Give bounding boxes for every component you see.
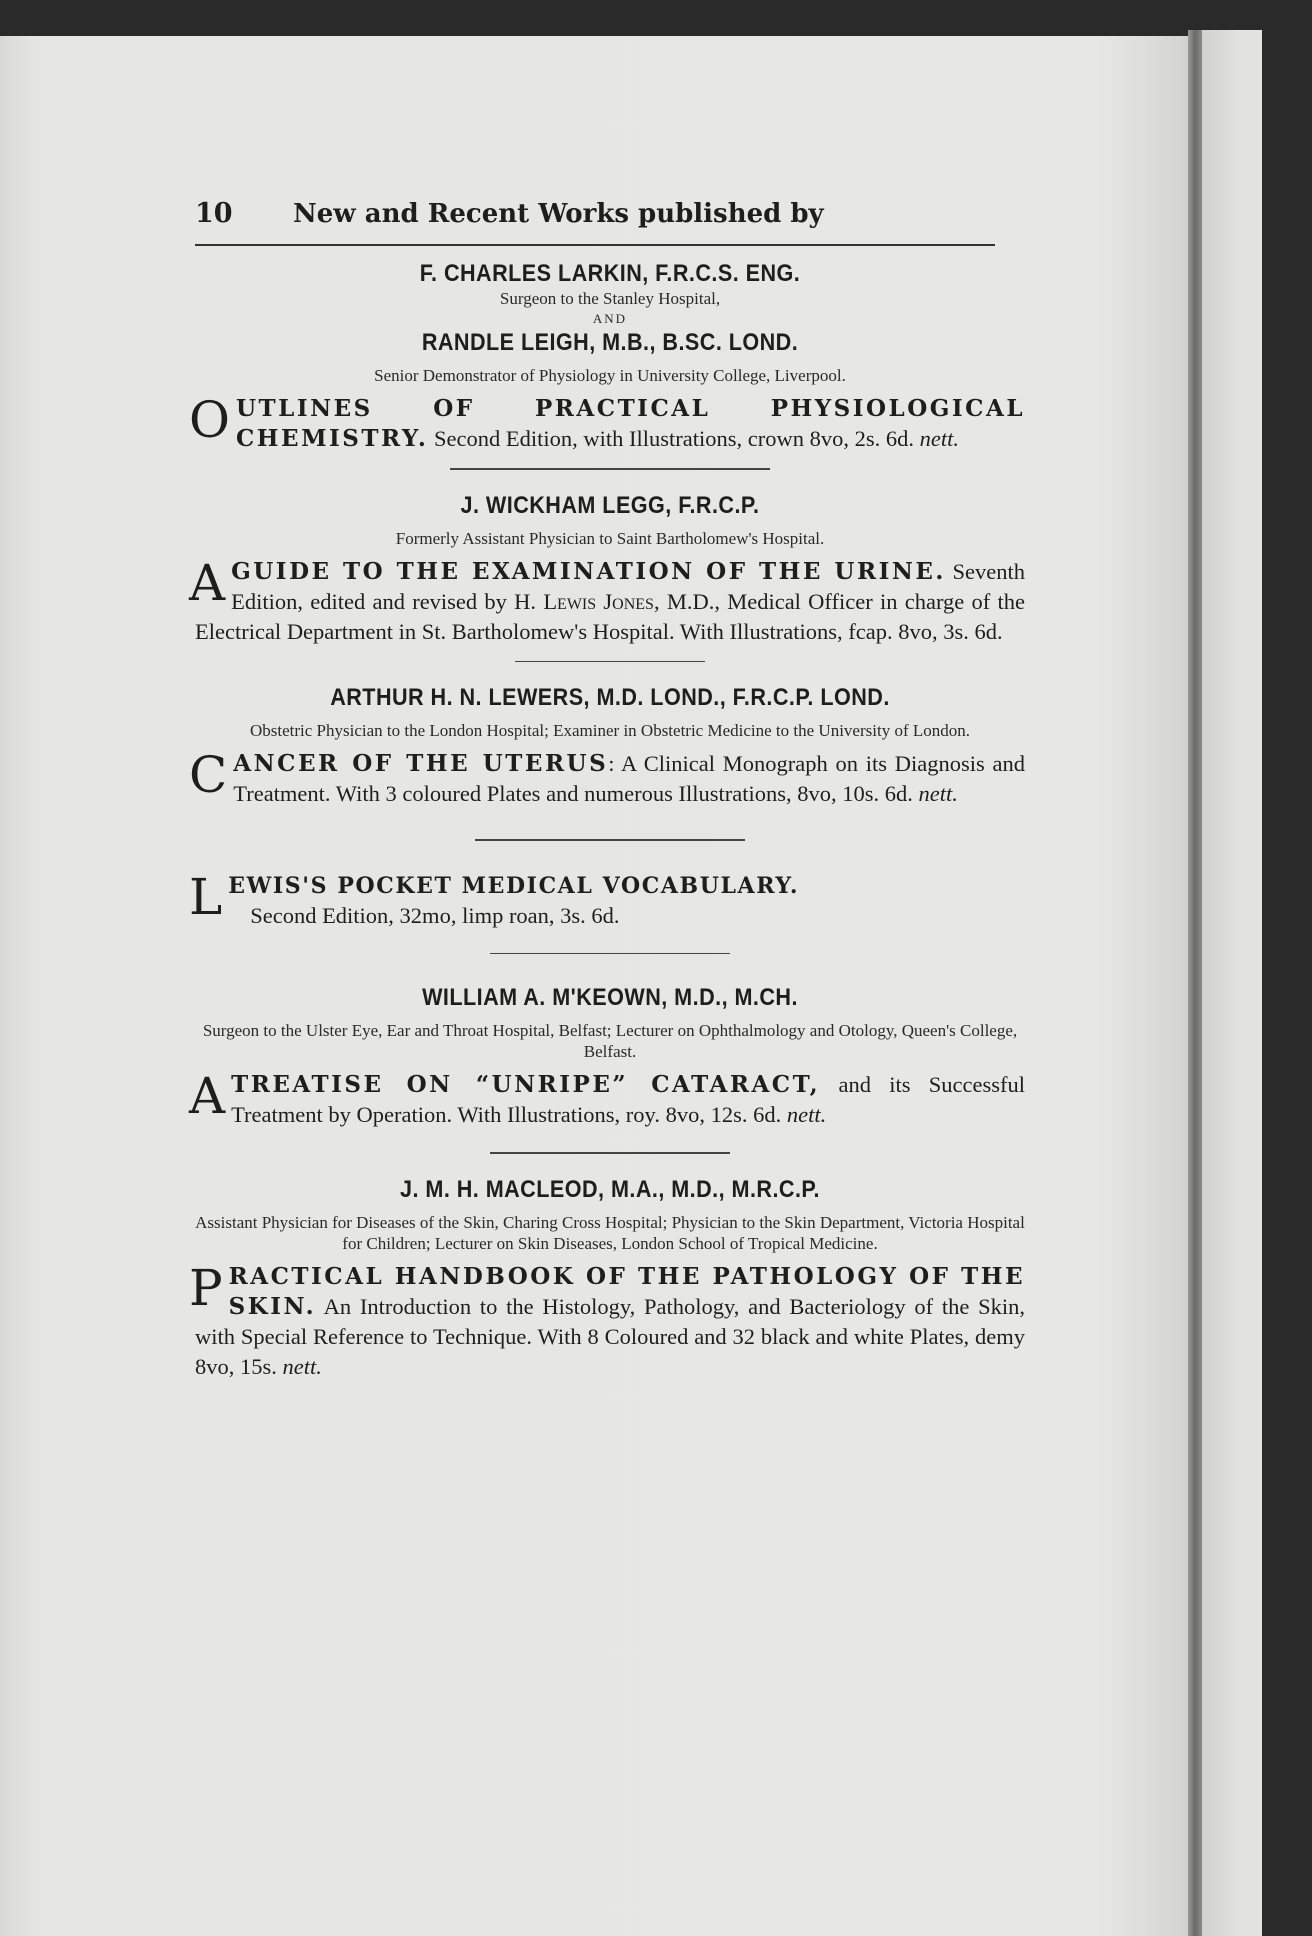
book-gutter — [1188, 30, 1202, 1936]
book-description: and its Successful Treatment by Operation. With Illustrations, roy. 8vo, 12s. 6d. — [231, 1072, 1025, 1127]
running-title: New and Recent Works published by — [293, 199, 824, 229]
catalogue-entry — [189, 855, 1025, 955]
catalogue-entry — [189, 260, 1025, 470]
catalogue-entry — [189, 1168, 1025, 1382]
drop-initial: A — [189, 1067, 226, 1125]
book-entry — [189, 1258, 1025, 1382]
separator-rule — [475, 839, 745, 841]
book-description: Seventh Edition, edited and revised by H. — [231, 558, 1025, 614]
drop-initial: A — [189, 553, 226, 612]
drop-initial: P — [189, 1258, 223, 1317]
author-affiliation: Surgeon to the Stanley Hospital, — [499, 289, 721, 308]
book-title: TREATISE ON “UNRIPE” CATARACT, — [231, 1071, 821, 1098]
author-affiliation: Obstetric Physician to the London Hospital; Examiner in Obstetric Medicine to the University of London. — [249, 721, 970, 740]
book-entry — [189, 867, 1025, 931]
separator-rule — [515, 661, 705, 663]
price-note: nett. — [919, 426, 959, 451]
author-name: F. CHARLES LARKIN, F.R.C.S. ENG. — [419, 260, 801, 287]
price-note: nett. — [918, 781, 958, 806]
editor-name: Lewis Jones — [543, 588, 654, 614]
author-affiliation: Senior Demonstrator of Physiology in University College, Liverpool. — [374, 366, 846, 385]
separator-rule — [450, 468, 770, 470]
book-description: : A Clinical Monograph on its Diagnosis and Treatment. With 3 coloured Plates and numerous Illustrations, 8vo, 10s. 6d. — [233, 751, 1026, 806]
book-title: ANCER OF THE UTERUS — [233, 750, 609, 777]
drop-initial: O — [189, 391, 230, 449]
book-description: Second Edition, 32mo, limp roan, 3s. 6d. — [250, 902, 620, 928]
price-note: nett. — [786, 1102, 827, 1127]
running-header — [195, 198, 1025, 238]
book-title: GUIDE TO THE EXAMINATION OF THE URINE. — [231, 557, 946, 585]
author-name: ARTHUR H. N. LEWERS, M.D. LOND., F.R.C.P. LOND. — [330, 684, 890, 711]
separator-rule — [490, 1152, 730, 1154]
catalogue-entry — [189, 676, 1026, 841]
catalogue-entry — [189, 484, 1026, 663]
book-entry — [189, 746, 1026, 809]
author-name: RANDLE LEIGH, M.B., B.SC. LOND. — [421, 329, 799, 356]
catalogue-entry — [189, 968, 1025, 1154]
book-description: Second Edition, with Illustrations, crown 8vo, 2s. 6d. — [428, 426, 920, 451]
scan-right-border — [1262, 0, 1312, 1936]
page-number: 10 — [195, 198, 233, 229]
author-name: J. WICKHAM LEGG, F.R.C.P. — [460, 491, 760, 519]
book-title: EWIS'S POCKET MEDICAL VOCABULARY. — [228, 872, 800, 899]
drop-initial: C — [189, 746, 228, 804]
book-entry — [189, 391, 1025, 454]
book-entry — [189, 553, 1026, 647]
author-name: J. M. H. MACLEOD, M.A., M.D., M.R.C.P. — [400, 1175, 820, 1203]
page-content — [189, 198, 1026, 1382]
author-name: WILLIAM A. M'KEOWN, M.D., M.CH. — [422, 984, 798, 1011]
book-description: An Introduction to the Histology, Pathology, and Bacteriology of the Skin, with Special Reference to Technique. With 8 Coloured and 32 black and white Plates, demy 8vo, 15s. — [195, 1293, 1025, 1379]
author-affiliation: Assistant Physician for Diseases of the Skin, Charing Cross Hospital; Physician to the Skin Department, Victoria Hospital for Children; Lecturer on Skin Diseases, London School of Tropical Medicine. — [195, 1212, 1025, 1253]
book-title: UTLINES OF PRACTICAL PHYSIOLOGICAL CHEMISTRY. — [236, 395, 1025, 452]
drop-initial: L — [189, 867, 223, 926]
header-rule — [195, 244, 995, 246]
conjunction: AND — [592, 311, 628, 326]
author-affiliation: Surgeon to the Ulster Eye, Ear and Throat Hospital, Belfast; Lecturer on Ophthalmology and Otology, Queen's College, Belfast. — [202, 1021, 1018, 1061]
price-note: nett. — [282, 1353, 322, 1379]
author-affiliation: Formerly Assistant Physician to Saint Bartholomew's Hospital. — [395, 528, 825, 548]
book-entry — [189, 1067, 1025, 1130]
separator-rule — [490, 953, 730, 955]
book-title: RACTICAL HANDBOOK OF THE PATHOLOGY OF THE SKIN. — [228, 1262, 1025, 1320]
book-description: , M.D., Medical Officer in charge of the Electrical Department in St. Bartholomew's Hospital. With Illustrations, fcap. 8vo, 3s. 6d. — [195, 588, 1026, 644]
